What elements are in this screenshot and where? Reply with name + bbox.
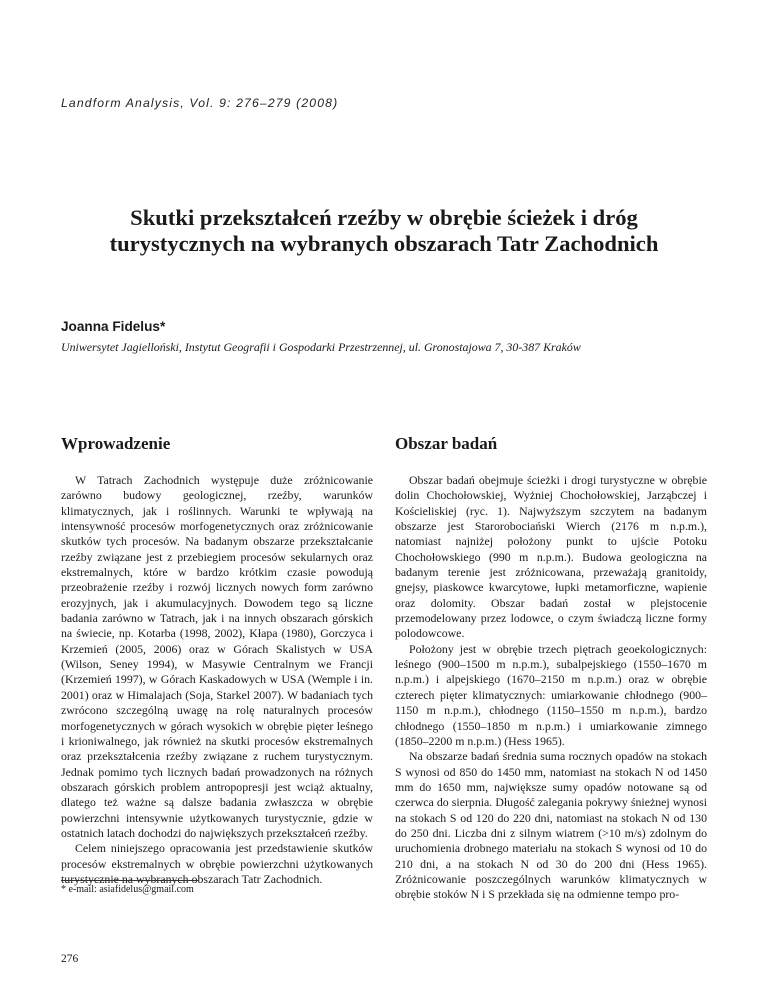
section-heading-introduction: Wprowadzenie [61,434,171,453]
author-name: Joanna Fidelus* [61,319,166,334]
page-number: 276 [61,953,79,965]
paragraph: Obszar badań obejmuje ścieżki i drogi turystyczne w obrębie dolin Chochołowskiej, Wyżniej Chochołowskiej, Jarząbczej i Kościeliskiej (ryc. 1). Najwyższym szczytem na badanym obszarze jest Starorobociański Wierch (2176 m n.p.m.), natomiast najniżej położony punkt to ujście Potoku Chochołowskiego (990 m n.p.m.). Budowa geologiczna na badanym terenie jest zróżnicowana, przeważają granitoidy, gnejsy, piaskowce kwarcytowe, łupki metamorficzne, wapienie oraz dolomity. Obszar badań został w plejstocenie przemodelowany przez lodowce, o czym świadczą liczne formy polodowcowe. [395,473,707,641]
paragraph: Położony jest w obrębie trzech piętrach geoekologicznych: leśnego (900–1500 m n.p.m.), subalpejskiego (1550–1670 m n.p.m.) i alpejskiego (1670–2150 m n.p.m.) oraz w obrębie czterech pięter klimatycznych: umiarkowanie chłodnego (900–1150 m n.p.m.), chłodnego (1150–1550 m n.p.m.), bardzo chłodnego (1550–1850 m n.p.m.) i umiarkowanie zimnego (1850–2200 m n.p.m.) (Hess 1965). [395,641,707,748]
right-column [395,434,707,903]
journal-citation: Landform Analysis, Vol. 9: 276–279 (2008) [61,96,339,110]
paragraph: W Tatrach Zachodnich występuje duże zróżnicowanie zarówno budowy geologicznej, rzeźby, warunków klimatycznych, jak i roślinnych. Warunki te wpływają na intensywność procesów morfogenetycznych oraz zróżnicowanie skutków tych procesów. Na badanym obszarze przekształcanie rzeźby związane jest z przebiegiem procesów sekularnych oraz ekstremalnych, które w bardzo krótkim czasie powodują przeobrażenie rzeźby i rozwój licznych nowych form zarówno erozyjnych, jak i akumulacyjnych. Dowodem tego są liczne badania zarówno w Tatrach, jak i na innych obszarach górskich na świecie, np. Kotarba (1998, 2002), Kłapa (1980), Gorczyca i Krzemień (2005, 2006) oraz w Górach Skalistych w USA (Wilson, Seney 1994), w Masywie Centralnym we Francji (Krzemień 1997), w Górach Kaskadowych w USA (Wemple i in. 2001) oraz w Himalajach (Soja, Starkel 2007). W badaniach tych zwrócono szczególną uwagę na rolę naturalnych procesów morfogenetycznych w górach wysokich w obrębie pięter leśnego i krioniwalnego, jak również na skutki procesów ekstremalnych oraz przekształcenia rzeźby związane z ruchem turystycznym. Jednak pomimo tych licznych badań prowadzonych na różnych obszarach górskich problem antropopresji jest wciąż aktualny, dlatego też ważne są dalsze badania zwłaszcza w obrębie powierzchni intensywnie użytkowanych turystycznie, gdzie w ostatnich latach dochodzi do największych przekształceń rzeźby. [61,473,373,840]
footnote-email: * e-mail: asiafidelus@gmail.com [61,884,194,895]
footnote-divider [61,880,199,881]
section-heading-study-area: Obszar badań [395,434,498,453]
paragraph: Na obszarze badań średnia suma rocznych opadów na stokach S wynosi od 850 do 1450 mm, natomiast na stokach N od 1450 mm do 1650 mm, największe sumy opadów notowane są od czerwca do sierpnia. Długość zalegania pokrywy śnieżnej wynosi na stokach S od 120 do 220 dni, natomiast na stokach N od 130 do 250 dni. Liczba dni z silnym wiatrem (>10 m/s) zdolnym do uruchomienia drobnego materiału na stokach S wynosi od 10 do 210 dni, a na stokach N od 30 do 200 dni (Hess 1965). Zróżnicowanie poszczególnych warunków klimatycznych w obrębie stoków N i S przekłada się na odmienne tempo pro- [395,749,707,902]
title-line-1: Skutki przekształceń rzeźby w obrębie ścieżek i dróg [130,205,638,230]
paragraph: Celem niniejszego opracowania jest przedstawienie skutków procesów ekstremalnych w obrębie powierzchni użytkowanych turystycznie na wybranych obszarach Tatr Zachodnich. [61,841,373,886]
article-title [40,205,728,257]
title-line-2: turystycznych na wybranych obszarach Tatr Zachodnich [109,231,659,256]
left-column [61,434,373,887]
author-affiliation: Uniwersytet Jagielloński, Instytut Geografii i Gospodarki Przestrzennej, ul. Gronostajowa 7, 30-387 Kraków [61,340,581,354]
